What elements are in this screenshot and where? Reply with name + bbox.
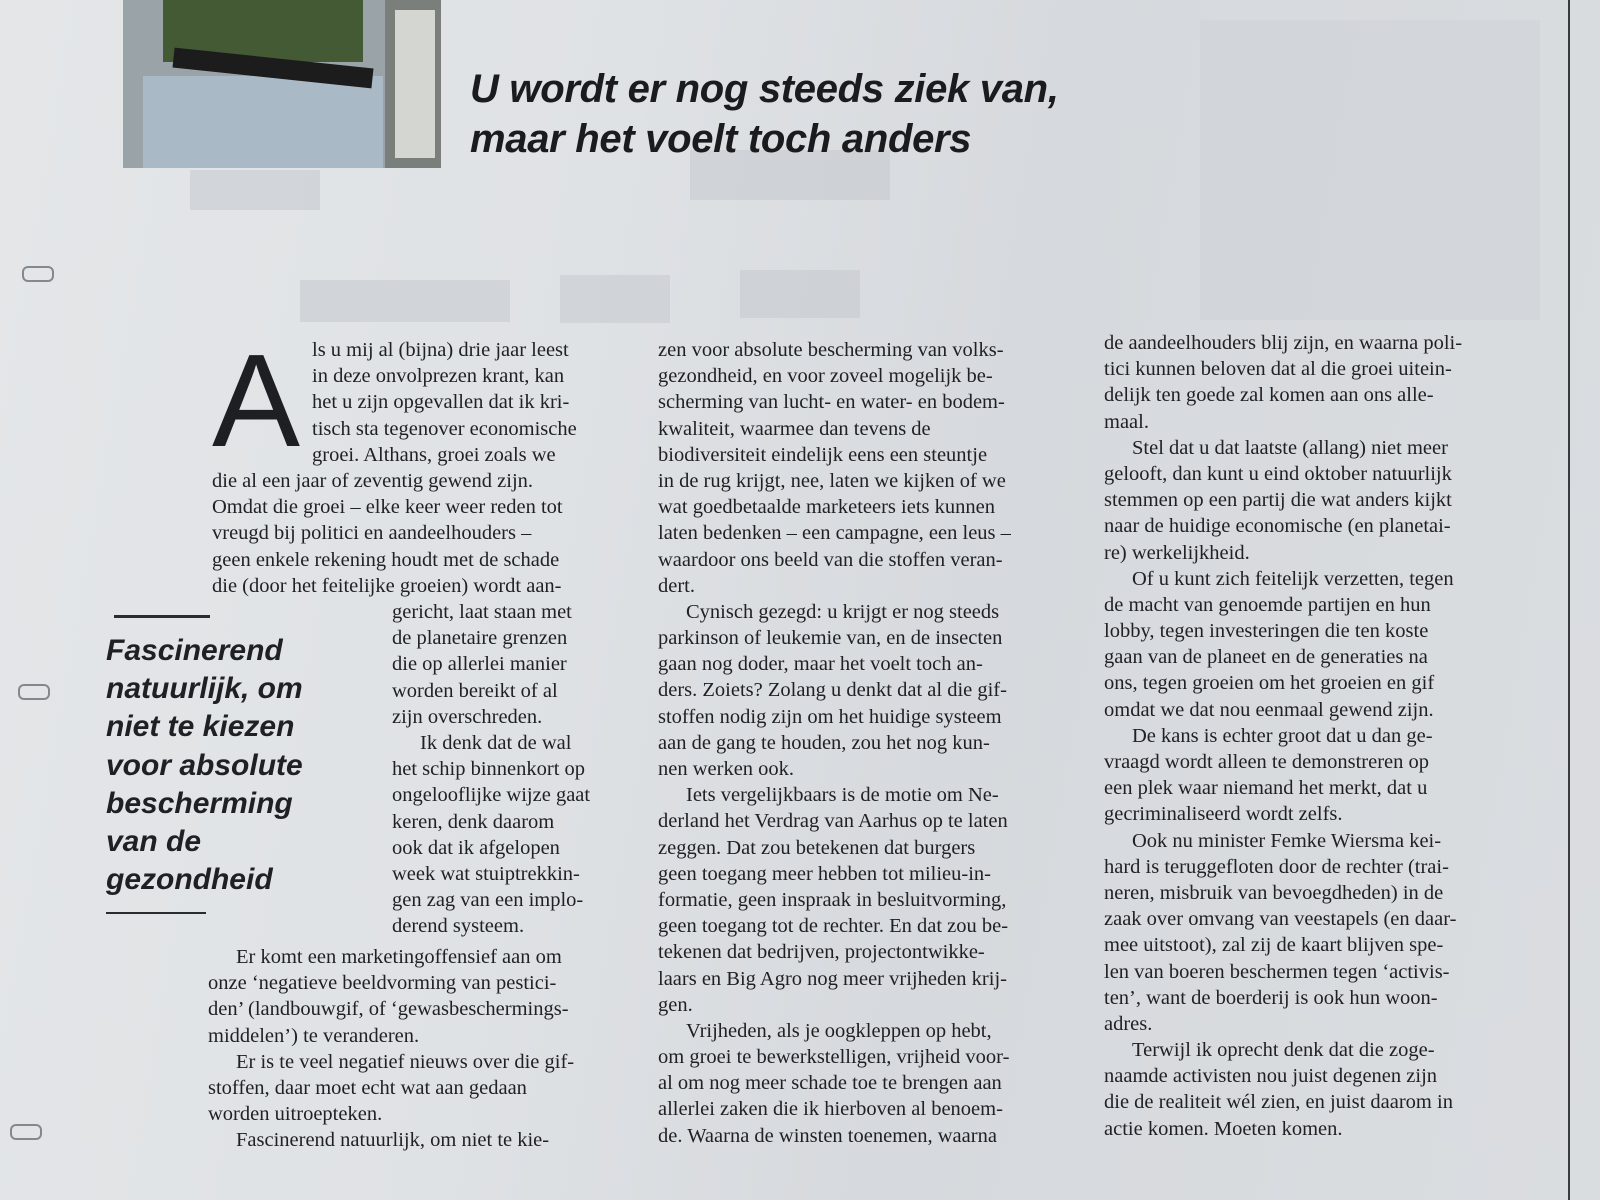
text-line: geen toegang tot de rechter. En dat zou be- (658, 915, 1009, 938)
text-line: naamde activisten nou juist degenen zijn (1104, 1065, 1438, 1088)
text-line: lobby, tegen investeringen die ten koste (1104, 620, 1429, 643)
text-line: Iets vergelijkbaars is de motie om Ne- (686, 784, 999, 807)
pull-quote (106, 632, 386, 899)
text-line: geen enkele rekening houdt met de schade (212, 548, 560, 571)
column-3 (1104, 330, 1462, 1142)
text-line: week wat stuiptrekkin- (392, 862, 580, 885)
text-line: de aandeelhouders blij zijn, en waarna poli- (1104, 332, 1463, 354)
headline-line: U wordt er nog steeds ziek van, (470, 67, 1059, 111)
text-line: Vrijheden, als je oogkleppen op hebt, (686, 1019, 992, 1042)
pullquote-line: gezondheid (106, 863, 273, 897)
text-line: nen werken ook. (658, 758, 795, 780)
photo-window-frame (395, 10, 435, 158)
pullquote-line: Fascinerend (106, 634, 283, 667)
text-line: ten’, want de boerderij is ook hun woon- (1104, 986, 1438, 1009)
text-line: derend systeem. (392, 915, 525, 938)
text-line: de. Waarna de winsten toenemen, waarna (658, 1124, 997, 1147)
text-line: middelen’) te veranderen. (208, 1024, 420, 1047)
text-line: den’ (landbouwgif, of ‘gewasbeschermings- (208, 998, 569, 1021)
column-2 (658, 337, 1011, 1149)
text-line: mee uitstoot), zal zij de kaart blijven spe- (1104, 934, 1444, 957)
photo-jeans (143, 76, 383, 168)
text-line: Cynisch gezegd: u krijgt er nog steeds (686, 600, 1000, 623)
text-line: re) werkelijkheid. (1104, 541, 1250, 564)
text-line: gezondheid, en voor zoveel mogelijk be- (658, 365, 993, 388)
text-line: tisch sta tegenover economische (312, 417, 577, 440)
text-line: gaan nog doder, maar het voelt toch an- (658, 653, 983, 676)
pullquote-line: natuurlijk, om (106, 672, 303, 706)
text-line: die de realiteit wél zien, en juist daarom in (1104, 1091, 1453, 1114)
text-line: Terwijl ik oprecht denk dat die zoge- (1132, 1039, 1435, 1062)
text-line: dert. (658, 574, 695, 597)
text-line: allerlei zaken die ik hierboven al benoem- (658, 1098, 1003, 1121)
text-line: gen. (658, 993, 693, 1016)
pullquote-line: niet te kiezen (106, 710, 295, 744)
binder-clip-icon (22, 266, 54, 282)
pullquote-line: van de (106, 825, 202, 859)
text-line: al om nog meer schade toe te brengen aan (658, 1072, 1002, 1095)
pullquote-line: bescherming (106, 786, 293, 820)
text-line: de macht van genoemde partijen en hun (1104, 593, 1431, 616)
pullquote-line: voor absolute (106, 748, 303, 782)
text-line: worden uitroepteken. (208, 1103, 383, 1126)
text-line: hard is teruggefloten door de rechter (trai- (1104, 855, 1449, 878)
text-line: gelooft, dan kunt u eind oktober natuurlijk (1104, 462, 1452, 485)
binder-clip-icon (18, 684, 50, 700)
column-1-intro (312, 337, 577, 468)
text-line: formatie, geen inspraak in besluitvorming, (658, 888, 1007, 911)
text-line: De kans is echter groot dat u dan ge- (1132, 724, 1433, 747)
text-line: keren, denk daarom (392, 810, 555, 833)
show-through-block (560, 275, 670, 323)
text-line: groei. Althans, groei zoals we (312, 443, 556, 466)
text-line: Fascinerend natuurlijk, om niet te kie- (236, 1129, 550, 1152)
text-line: laten bedenken – een campagne, een leus – (658, 522, 1011, 545)
column-1-narrow (392, 599, 590, 939)
text-line: ons, tegen groeien om het groeien en gif (1104, 672, 1435, 695)
text-line: zaak over omvang van veestapels (en daar- (1104, 908, 1457, 931)
binder-clip-icon (10, 1124, 42, 1140)
text-line: zijn overschreden. (392, 705, 543, 728)
text-line: laars en Big Agro nog meer vrijheden krij- (658, 967, 1007, 990)
text-line: ders. Zoiets? Zolang u denkt dat al die gif- (658, 679, 1007, 702)
text-line: een plek waar niemand het merkt, dat u (1104, 777, 1428, 800)
column-rule (1568, 0, 1570, 1200)
show-through-block (190, 170, 320, 210)
text-line: len van boeren beschermen tegen ‘activis- (1104, 960, 1450, 983)
text-line: naar de huidige economische (en planetai- (1104, 515, 1451, 538)
drop-cap: A (212, 327, 301, 474)
text-line: in deze onvolprezen krant, kan (312, 365, 565, 388)
text-line: Ook nu minister Femke Wiersma kei- (1132, 829, 1442, 852)
text-line: gaan van de planeet en de generaties na (1104, 646, 1428, 669)
text-line: omdat we dat nou eenmaal gewend zijn. (1104, 698, 1434, 721)
text-line: maal. (1104, 410, 1149, 433)
text-line: Ik denk dat de wal (420, 731, 572, 754)
text-line: de planetaire grenzen (392, 627, 568, 650)
text-line: stoffen, daar moet echt wat aan gedaan (208, 1076, 527, 1099)
text-line: onze ‘negatieve beeldvorming van pestici- (208, 972, 557, 995)
text-line: waardoor ons beeld van die stoffen veran- (658, 548, 1003, 571)
text-line: Er is te veel negatief nieuws over die gif- (236, 1050, 575, 1073)
text-line: derland het Verdrag van Aarhus op te laten (658, 810, 1008, 833)
text-line: scherming van lucht- en water- en bodem- (658, 391, 1005, 414)
text-line: ls u mij al (bijna) drie jaar leest (312, 339, 569, 361)
show-through-block (300, 280, 510, 322)
text-line: stoffen nodig zijn om het huidige systeem (658, 705, 1002, 728)
text-line: gen zag van een implo- (392, 889, 584, 912)
text-line: ongelooflijke wijze gaat (392, 784, 591, 807)
text-line: Of u kunt zich feitelijk verzetten, tegen (1132, 567, 1454, 590)
text-line: tekenen dat bedrijven, projectontwikke- (658, 941, 985, 964)
show-through-block (740, 270, 860, 318)
text-line: in de rug krijgt, nee, laten we kijken of we (658, 469, 1006, 492)
text-line: gericht, laat staan met (392, 601, 572, 623)
text-line: Er komt een marketingoffensief aan om (236, 946, 562, 968)
headline-line: maar het voelt toch anders (470, 117, 972, 161)
text-line: parkinson of leukemie van, en de insecten (658, 627, 1003, 650)
text-line: adres. (1104, 1012, 1153, 1035)
text-line: zen voor absolute bescherming van volks- (658, 339, 1004, 361)
text-line: die al een jaar of zeventig gewend zijn. (212, 470, 534, 492)
text-line: die op allerlei manier (392, 653, 567, 676)
text-line: wat goedbetaalde marketeers iets kunnen (658, 496, 995, 519)
pullquote-top-rule (114, 615, 210, 618)
text-line: neren, misbruik van bevoegdheden) in de (1104, 881, 1444, 904)
text-line: geen toegang meer hebben tot milieu-in- (658, 862, 992, 885)
text-line: tici kunnen beloven dat al die groei uitein- (1104, 358, 1452, 381)
text-line: worden bereikt of al (392, 679, 558, 702)
text-line: actie komen. Moeten komen. (1104, 1117, 1343, 1140)
text-line: die (door het feitelijke groeien) wordt aan- (212, 574, 562, 597)
text-line: zeggen. Dat zou betekenen dat burgers (658, 836, 976, 859)
text-line: Stel dat u dat laatste (allang) niet meer (1132, 436, 1448, 459)
column-1-body (212, 468, 563, 599)
text-line: het schip binnenkort op (392, 758, 586, 781)
text-line: vraagd wordt alleen te demonstreren op (1104, 751, 1430, 773)
article-headline (470, 64, 1270, 164)
text-line: gecriminaliseerd wordt zelfs. (1104, 803, 1343, 826)
text-line: om groei te bewerkstelligen, vrijheid voor- (658, 1046, 1010, 1069)
text-line: aan de gang te houden, zou het nog kun- (658, 731, 990, 754)
pullquote-bottom-rule (106, 912, 206, 914)
text-line: het u zijn opgevallen dat ik kri- (312, 391, 570, 414)
author-photo (123, 0, 441, 168)
text-line: ook dat ik afgelopen (392, 836, 560, 859)
column-1-bottom (208, 944, 574, 1154)
text-line: kwaliteit, waarmee dan tevens de (658, 417, 931, 440)
text-line: stemmen op een partij die wat anders kijkt (1104, 489, 1452, 512)
text-line: delijk ten goede zal komen aan ons alle- (1104, 384, 1434, 407)
text-line: vreugd bij politici en aandeelhouders – (212, 522, 532, 545)
text-line: biodiversiteit eindelijk eens een steuntje (658, 443, 988, 466)
text-line: Omdat die groei – elke keer weer reden tot (212, 496, 563, 519)
